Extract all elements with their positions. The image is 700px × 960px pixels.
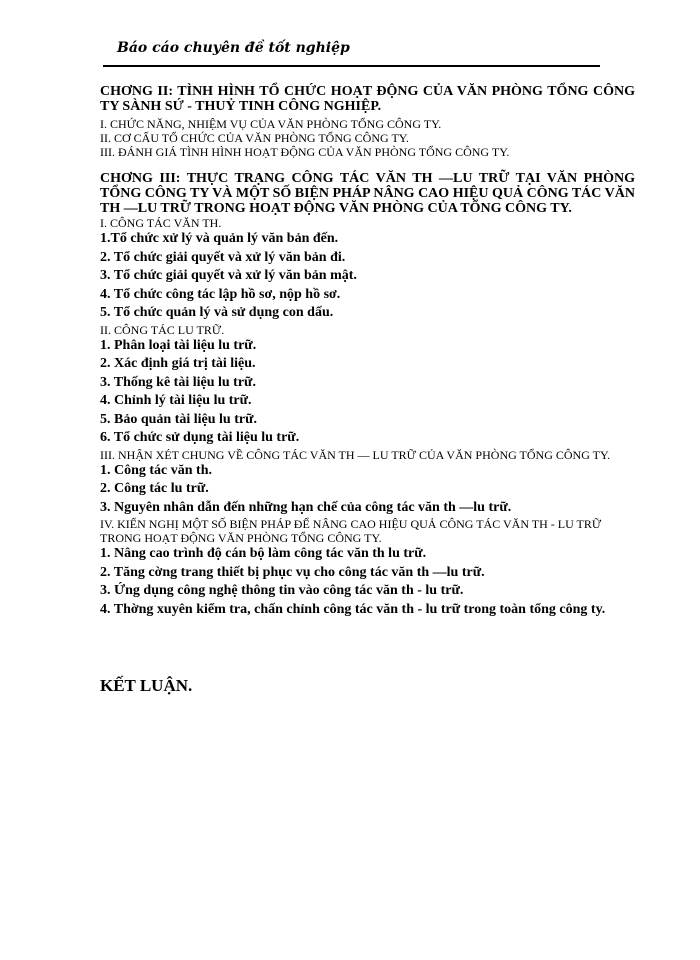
header-rule (103, 65, 600, 67)
part-1-item: 3. Tổ chức giải quyết và xử lý văn bản mật. (100, 268, 357, 283)
running-header: Báo cáo chuyên đề tốt nghiệp (117, 40, 350, 56)
part-3-heading: III. NHẬN XÉT CHUNG VỀ CÔNG TÁC VĂN TH — LU TRỮ CỦA VĂN PHÒNG TỔNG CÔNG TY. (100, 447, 611, 462)
chapter-2-title: CHƠNG II: TÌNH HÌNH TỔ CHỨC HOẠT ĐỘNG CỦA VĂN PHÒNG TỔNG CÔNG TY SÀNH SỨ - THUỶ TINH CÔNG NGHIỆP. (100, 84, 635, 114)
table-of-contents (100, 84, 635, 619)
chapter-3-title: CHƠNG III: THỰC TRẠNG CÔNG TÁC VĂN TH —LU TRỮ TẠI VĂN PHÒNG TỔNG CÔNG TY VÀ MỘT SỐ BIỆN PHÁP NÂNG CAO HIỆU QUẢ CÔNG TÁC VĂN TH —LU TRỮ TRONG HOẠT ĐỘNG VĂN PHÒNG CỦA TỔNG CÔNG TY. (100, 171, 635, 216)
part-2-item: 5. Bảo quản tài liệu lu trữ. (100, 411, 257, 427)
part-1-item: 2. Tổ chức giải quyết và xử lý văn bản đi. (100, 249, 346, 265)
part-4-heading: IV. KIẾN NGHỊ MỘT SỐ BIỆN PHÁP ĐỂ NÂNG CAO HIỆU QUẢ CÔNG TÁC VĂN TH - LU TRỮ TRONG HOẠT ĐỘNG VĂN PHÒNG TỔNG CÔNG TY. (100, 517, 602, 545)
part-4-item: 3. Ứng dụng công nghệ thông tin vào công tác văn th - lu trữ. (100, 583, 464, 598)
part-2-item: 4. Chỉnh lý tài liệu lu trữ. (100, 393, 252, 408)
part-4-item: 4. Thờng xuyên kiểm tra, chấn chỉnh công tác văn th - lu trữ trong toàn tổng công ty. (100, 601, 606, 617)
part-2-item: 1. Phân loại tài liệu lu trữ. (100, 337, 257, 353)
part-2-item: 6. Tổ chức sử dụng tài liệu lu trữ. (100, 430, 300, 445)
part-1-heading: I. CÔNG TÁC VĂN TH. (100, 216, 222, 230)
part-3-item: 1. Công tác văn th. (100, 462, 213, 478)
conclusion-heading: KẾT LUẬN. (100, 676, 193, 695)
chapter-2-section-1: I. CHỨC NĂNG, NHIỆM VỤ CỦA VĂN PHÒNG TỔNG CÔNG TY. (100, 117, 442, 131)
part-4-item: 1. Nâng cao trình độ cán bộ làm công tác văn th lu trữ. (100, 546, 427, 561)
chapter-2-section-2: II. CƠ CẤU TỔ CHỨC CỦA VĂN PHÒNG TỔNG CÔNG TY. (100, 131, 409, 145)
chapter-2-section-3: III. ĐÁNH GIÁ TÌNH HÌNH HOẠT ĐỘNG CỦA VĂN PHÒNG TỔNG CÔNG TY. (100, 145, 510, 159)
part-2-item: 3. Thống kê tài liệu lu trữ. (100, 374, 256, 390)
part-1-item: 5. Tổ chức quản lý và sử dụng con dấu. (100, 305, 334, 320)
part-1-item: 4. Tổ chức công tác lập hồ sơ, nộp hồ sơ. (100, 286, 341, 302)
part-4-item: 2. Tăng cờng trang thiết bị phục vụ cho công tác văn th —lu trữ. (100, 564, 485, 580)
part-3-item: 2. Công tác lu trữ. (100, 481, 209, 496)
part-3-item: 3. Nguyên nhân dẫn đến những hạn chế của công tác văn th —lu trữ. (100, 499, 512, 515)
part-2-heading: II. CÔNG TÁC LU TRỮ. (100, 322, 225, 337)
part-2-item: 2. Xác định giá trị tài liệu. (100, 356, 256, 371)
part-1-item: 1.Tổ chức xử lý và quản lý văn bản đến. (100, 231, 339, 246)
